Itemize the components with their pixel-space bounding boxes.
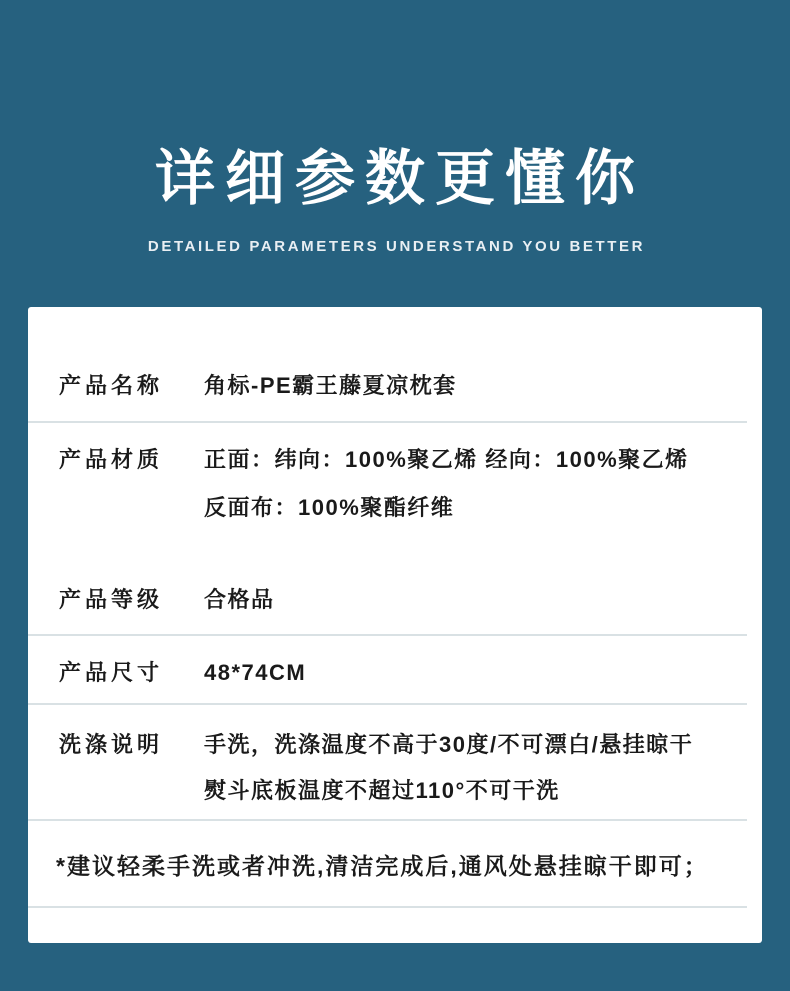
spec-value-line: 合格品	[204, 587, 275, 612]
care-note-text: *建议轻柔手洗或者冲洗,清洁完成后,通风处悬挂晾干即可；	[56, 853, 709, 879]
spec-label: 产品名称	[59, 373, 164, 398]
spec-value-line: 熨斗底板温度不超过110°不可干洗	[204, 778, 560, 803]
spec-row-product-material	[28, 423, 747, 551]
spec-value-line: 反面布：100%聚酯纤维	[204, 495, 455, 520]
spec-label: 产品等级	[59, 587, 164, 612]
spec-value	[204, 371, 747, 401]
spec-row-product-size	[28, 636, 747, 705]
spec-value-line: 手洗，洗涤温度不高于30度/不可漂白/悬挂晾干	[204, 732, 694, 757]
card-footer-space	[28, 908, 762, 943]
spec-value-line: 48*74CM	[204, 660, 307, 685]
banner-header	[0, 0, 790, 255]
page-subtitle: DETAILED PARAMETERS UNDERSTAND YOU BETTER	[147, 238, 646, 255]
spec-value	[204, 658, 747, 688]
spec-value-line: 正面：纬向：100%聚乙烯 经向：100%聚乙烯	[204, 447, 689, 472]
spec-label: 产品尺寸	[59, 660, 164, 685]
spec-card	[28, 307, 762, 943]
spec-label: 产品材质	[59, 447, 164, 472]
care-note-row	[28, 821, 747, 908]
spec-label: 洗涤说明	[59, 732, 164, 757]
spec-value	[204, 585, 747, 615]
spec-row-product-name	[28, 307, 747, 423]
spec-value	[204, 730, 747, 806]
page-title: 详细参数更懂你	[155, 145, 645, 212]
spec-row-product-grade	[28, 551, 747, 636]
spec-value-line: 角标-PE霸王藤夏凉枕套	[204, 373, 457, 398]
spec-value	[204, 445, 747, 523]
spec-row-washing-instructions	[28, 705, 747, 821]
